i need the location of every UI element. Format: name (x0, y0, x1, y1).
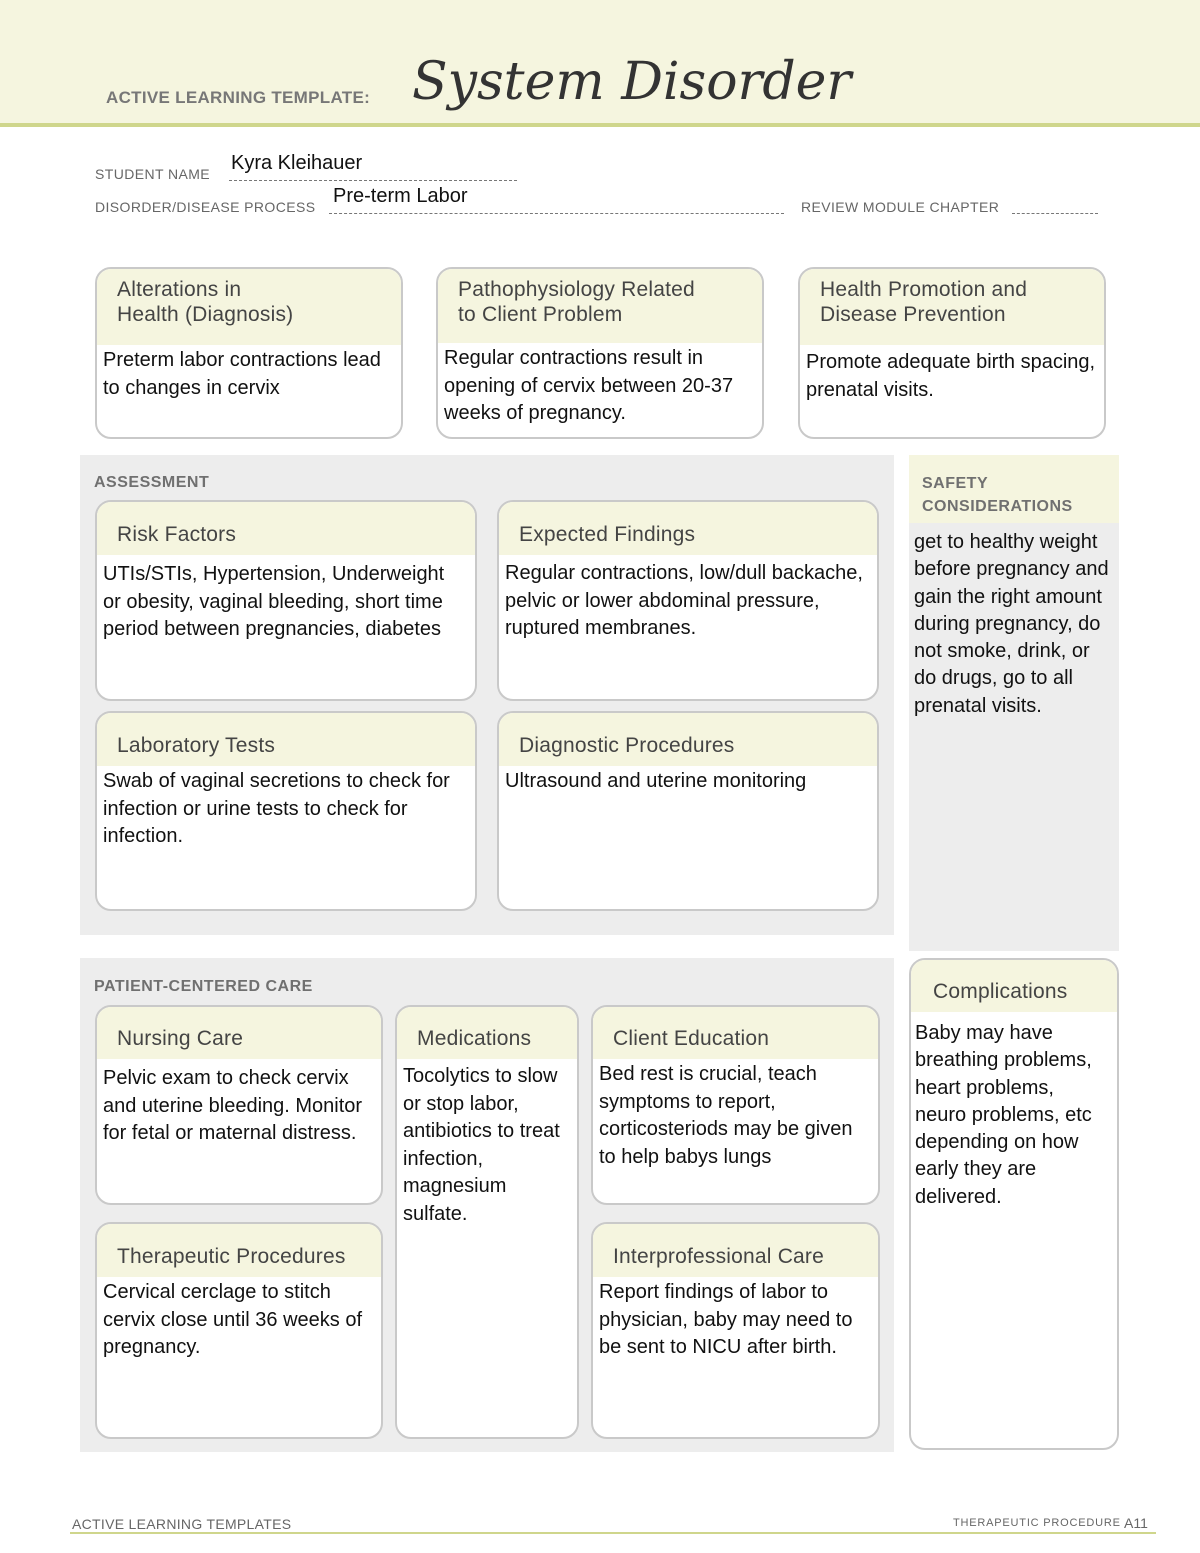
footer-left: ACTIVE LEARNING TEMPLATES (72, 1516, 292, 1532)
diagnostic-procedures-title: Diagnostic Procedures (519, 734, 735, 757)
risk-factors-header (97, 502, 475, 555)
alterations-title-line2: Health (Diagnosis) (117, 303, 294, 326)
medications-box (395, 1005, 579, 1439)
diagnostic-procedures-text[interactable]: Ultrasound and uterine monitoring (505, 770, 807, 792)
disorder-label: DISORDER/DISEASE PROCESS (95, 199, 316, 215)
health-promotion-title-line1: Health Promotion and (820, 278, 1028, 301)
medications-text[interactable]: Tocolytics to slow or stop labor, antibiotics to treat infection, magnesium sulfate. (403, 1065, 560, 1225)
disorder-field[interactable]: Pre-term Labor (333, 185, 468, 207)
risk-factors-text[interactable]: UTIs/STIs, Hypertension, Underweight or obesity, vaginal bleeding, short time period between pregnancies, diabetes (103, 563, 445, 640)
patient-care-label: PATIENT-CENTERED CARE (94, 978, 313, 995)
laboratory-tests-box (95, 711, 477, 911)
alterations-box (95, 267, 403, 439)
pathophysiology-header (438, 269, 762, 343)
interprofessional-care-title: Interprofessional Care (613, 1245, 825, 1268)
nursing-care-header (97, 1007, 381, 1059)
alterations-header (97, 269, 401, 345)
diagnostic-procedures-header (499, 713, 877, 766)
expected-findings-title: Expected Findings (519, 523, 696, 546)
safety-text[interactable]: get to healthy weight before pregnancy and gain the right amount during pregnancy, do not smoke, drink, or do drugs, go to all prenatal visits. (914, 531, 1109, 717)
therapeutic-procedures-title: Therapeutic Procedures (117, 1245, 346, 1268)
interprofessional-care-text[interactable]: Report findings of labor to physician, baby may need to be sent to NICU after birth. (599, 1281, 853, 1358)
client-education-header (593, 1007, 878, 1059)
medications-title: Medications (417, 1027, 532, 1050)
risk-factors-title: Risk Factors (117, 523, 237, 546)
therapeutic-procedures-box (95, 1222, 383, 1439)
medications-header (397, 1007, 577, 1059)
health-promotion-title-line2: Disease Prevention (820, 303, 1006, 326)
review-module-label: REVIEW MODULE CHAPTER (801, 199, 1000, 215)
assessment-label: ASSESSMENT (94, 474, 210, 491)
expected-findings-header (499, 502, 877, 555)
health-promotion-box (798, 267, 1106, 439)
safety-label-line2: CONSIDERATIONS (922, 498, 1073, 515)
expected-findings-text[interactable]: Regular contractions, low/dull backache, pelvic or lower abdominal pressure, ruptured membranes. (505, 562, 863, 639)
complications-box (909, 958, 1119, 1450)
student-name-line (229, 180, 517, 181)
pathophysiology-text[interactable]: Regular contractions result in opening of cervix between 20-37 weeks of pregnancy. (444, 347, 734, 424)
laboratory-tests-header (97, 713, 475, 766)
student-name-label: STUDENT NAME (95, 166, 210, 182)
template-label: ACTIVE LEARNING TEMPLATE: (106, 88, 371, 107)
pathophysiology-title-line2: to Client Problem (458, 303, 623, 326)
interprofessional-care-box (591, 1222, 880, 1439)
interprofessional-care-header (593, 1224, 878, 1277)
complications-header (911, 960, 1117, 1012)
risk-factors-box (95, 500, 477, 701)
alterations-title-line1: Alterations in (117, 278, 242, 301)
complications-text[interactable]: Baby may have breathing problems, heart problems, neuro problems, etc depending on how early they are delivered. (915, 1022, 1092, 1208)
therapeutic-procedures-header (97, 1224, 381, 1277)
laboratory-tests-text[interactable]: Swab of vaginal secretions to check for infection or urine tests to check for infection. (103, 770, 450, 847)
pathophysiology-title-line1: Pathophysiology Related (458, 278, 695, 301)
safety-label-line1: SAFETY (922, 475, 989, 492)
header-divider (0, 123, 1200, 127)
footer-divider (70, 1532, 1156, 1534)
expected-findings-box (497, 500, 879, 701)
review-module-field[interactable] (1012, 213, 1098, 214)
disorder-line (329, 213, 784, 214)
safety-label (922, 472, 1073, 518)
client-education-text[interactable]: Bed rest is crucial, teach symptoms to report, corticosteriods may be given to help babys lungs (599, 1063, 853, 1168)
diagnostic-procedures-box (497, 711, 879, 911)
therapeutic-procedures-text[interactable]: Cervical cerclage to stitch cervix close until 36 weeks of pregnancy. (103, 1281, 363, 1358)
complications-title: Complications (933, 980, 1068, 1003)
nursing-care-title: Nursing Care (117, 1027, 244, 1050)
health-promotion-text[interactable]: Promote adequate birth spacing, prenatal visits. (806, 351, 1096, 401)
page-title: System Disorder (412, 52, 852, 112)
alterations-text[interactable]: Preterm labor contractions lead to changes in cervix (103, 349, 381, 399)
nursing-care-box (95, 1005, 383, 1205)
client-education-box (591, 1005, 880, 1205)
health-promotion-header (800, 269, 1104, 345)
laboratory-tests-title: Laboratory Tests (117, 734, 276, 757)
client-education-title: Client Education (613, 1027, 770, 1050)
footer-section: THERAPEUTIC PROCEDURE (953, 1517, 1121, 1529)
pathophysiology-box (436, 267, 764, 439)
page-number: A11 (1124, 1515, 1148, 1531)
nursing-care-text[interactable]: Pelvic exam to check cervix and uterine bleeding. Monitor for fetal or maternal distress. (103, 1067, 363, 1144)
student-name-field[interactable]: Kyra Kleihauer (231, 152, 363, 174)
